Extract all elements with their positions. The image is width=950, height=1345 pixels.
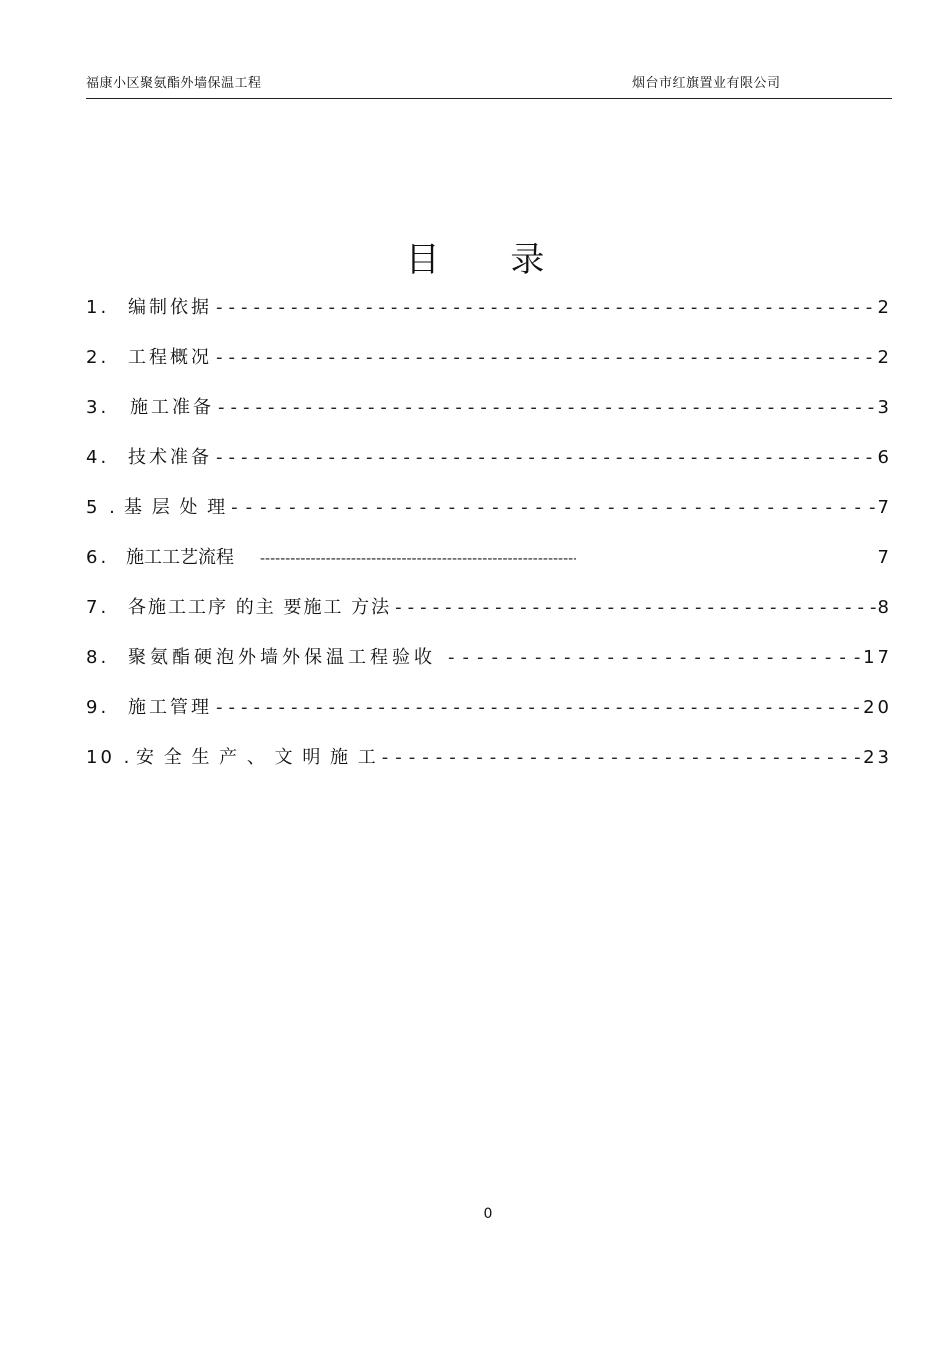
toc-entry-number: 6. [86, 547, 110, 568]
toc-entry-label: 施工准备 [130, 397, 214, 418]
toc-leader-dots [212, 443, 878, 473]
toc-entry-page: 17 [863, 647, 892, 668]
toc-entry-page: 2 [877, 347, 892, 368]
toc-leader-dots [256, 544, 576, 574]
toc-entry-number: 2. [86, 347, 110, 368]
toc-entry-4[interactable] [86, 443, 892, 493]
toc-leader-dots [391, 593, 877, 623]
toc-leader-dots [212, 693, 863, 723]
toc-entry-label: 施工管理 [128, 697, 212, 718]
toc-entry-label: 技术准备 [128, 447, 212, 468]
toc-entry-number: 3. [86, 397, 110, 418]
header-company-name: 烟台市红旗置业有限公司 [632, 76, 781, 91]
toc-entry-number: 7. [86, 597, 110, 618]
toc-leader-dots [378, 743, 863, 773]
toc-entry-page: 20 [863, 697, 892, 718]
toc-entry-number: 4. [86, 447, 110, 468]
toc-entry-9[interactable] [86, 693, 892, 743]
toc-entry-page: 6 [877, 447, 892, 468]
toc-entry-number: 1. [86, 297, 110, 318]
toc-entry-7[interactable] [86, 593, 892, 643]
toc-entry-label: 编制依据 [128, 297, 212, 318]
toc-entry-page: 8 [877, 597, 892, 618]
toc-entry-label: 各施工工序 的主 要施工 方法 [128, 597, 392, 618]
toc-entry-1[interactable] [86, 293, 892, 343]
toc-title: 目 录 [405, 240, 545, 280]
toc-entry-page: 3 [877, 397, 892, 418]
toc-leader-dots [214, 393, 878, 423]
toc-entry-number: 9. [86, 697, 110, 718]
toc-entry-label: 聚氨酯硬泡外墙外保温工程验收 [128, 647, 436, 668]
toc-entry-8[interactable] [86, 643, 892, 693]
toc-entry-5[interactable] [86, 493, 892, 543]
toc-entry-page: 2 [877, 297, 892, 318]
page-number: 0 [483, 1206, 493, 1222]
toc-entry-label: 施工工艺流程 [126, 547, 234, 568]
toc-entry-3[interactable] [86, 393, 892, 443]
toc-leader-dots [227, 493, 877, 523]
toc-entry-number: 5 . [86, 497, 118, 518]
toc-leader-dots [212, 343, 878, 373]
toc-entry-page: 7 [877, 497, 892, 518]
header-project-name: 福康小区聚氨酯外墙保温工程 [86, 76, 262, 91]
table-of-contents [86, 293, 892, 793]
toc-entry-label: 工程概况 [128, 347, 212, 368]
toc-entry-page: 23 [863, 747, 892, 768]
toc-entry-10[interactable] [86, 743, 892, 793]
page-header [86, 70, 892, 99]
toc-leader-dots [212, 293, 878, 323]
toc-leader-dots [436, 643, 863, 673]
toc-entry-number: 8. [86, 647, 110, 668]
toc-entry-2[interactable] [86, 343, 892, 393]
toc-entry-6[interactable] [86, 543, 892, 593]
toc-entry-page: 7 [877, 547, 892, 568]
toc-entry-label: 基 层 处 理 [124, 497, 228, 518]
toc-entry-label: 安 全 生 产 、 文 明 施 工 [136, 747, 378, 768]
toc-entry-number: 10 . [86, 747, 133, 768]
